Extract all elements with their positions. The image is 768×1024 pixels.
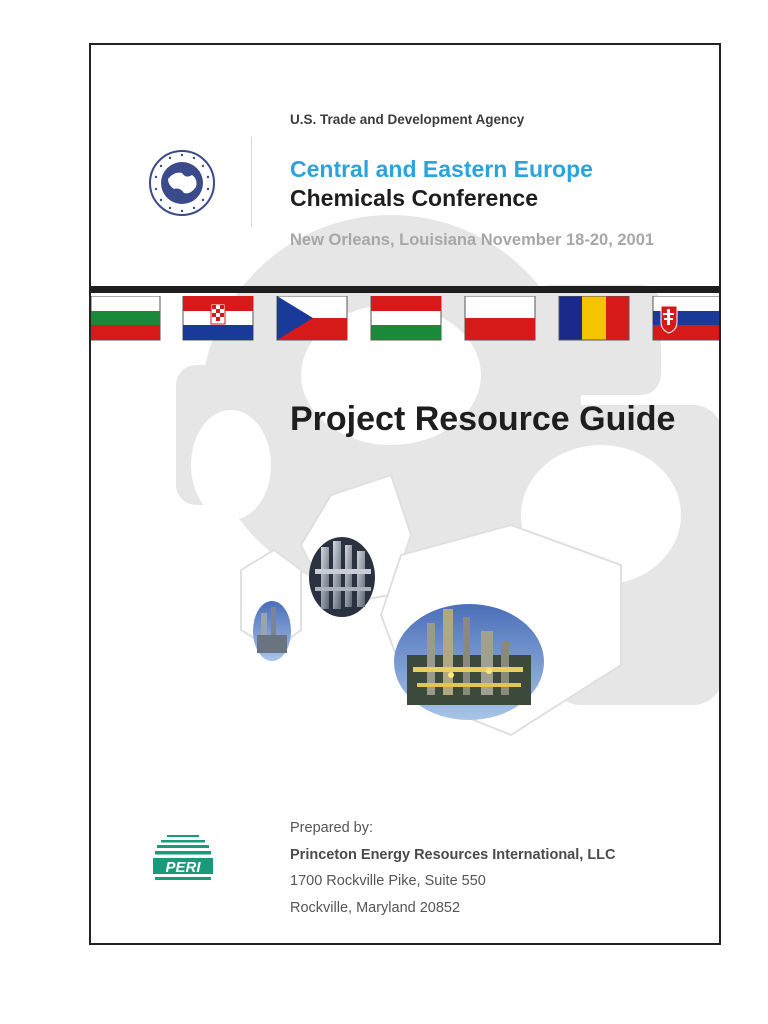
address-line1: 1700 Rockville Pike, Suite 550 — [290, 873, 486, 889]
poland-flag — [465, 296, 535, 340]
croatia-flag — [183, 296, 253, 340]
slovakia-flag — [653, 296, 721, 340]
bulgaria-flag — [91, 296, 160, 340]
prepared-block — [290, 815, 616, 921]
czech-flag — [277, 296, 347, 340]
ustda-seal-icon — [148, 149, 216, 217]
hungary-flag — [371, 296, 441, 340]
header-bar — [91, 286, 721, 293]
peri-logo-icon — [153, 835, 213, 887]
guide-title: Project Resource Guide — [290, 400, 676, 438]
peri-logo-text: PERI — [165, 859, 201, 876]
address-line2: Rockville, Maryland 20852 — [290, 899, 461, 916]
photo-small — [253, 601, 291, 661]
prepared-label: Prepared by: — [290, 820, 374, 836]
company-name: Princeton Energy Resources International, LLC — [290, 846, 616, 863]
photo-large — [394, 604, 544, 720]
conference-title-line1: Central and Eastern Europe — [290, 156, 593, 182]
header-divider — [251, 137, 252, 227]
photo-middle — [309, 537, 375, 617]
location-date: New Orleans, Louisiana November 18-20, 2001 — [290, 231, 655, 249]
romania-flag — [559, 296, 629, 340]
conference-title-line2: Chemicals Conference — [290, 185, 538, 211]
cover-page — [89, 43, 721, 945]
agency-name: U.S. Trade and Development Agency — [290, 112, 525, 127]
flags-row — [91, 296, 721, 341]
refinery-photos — [231, 485, 591, 745]
